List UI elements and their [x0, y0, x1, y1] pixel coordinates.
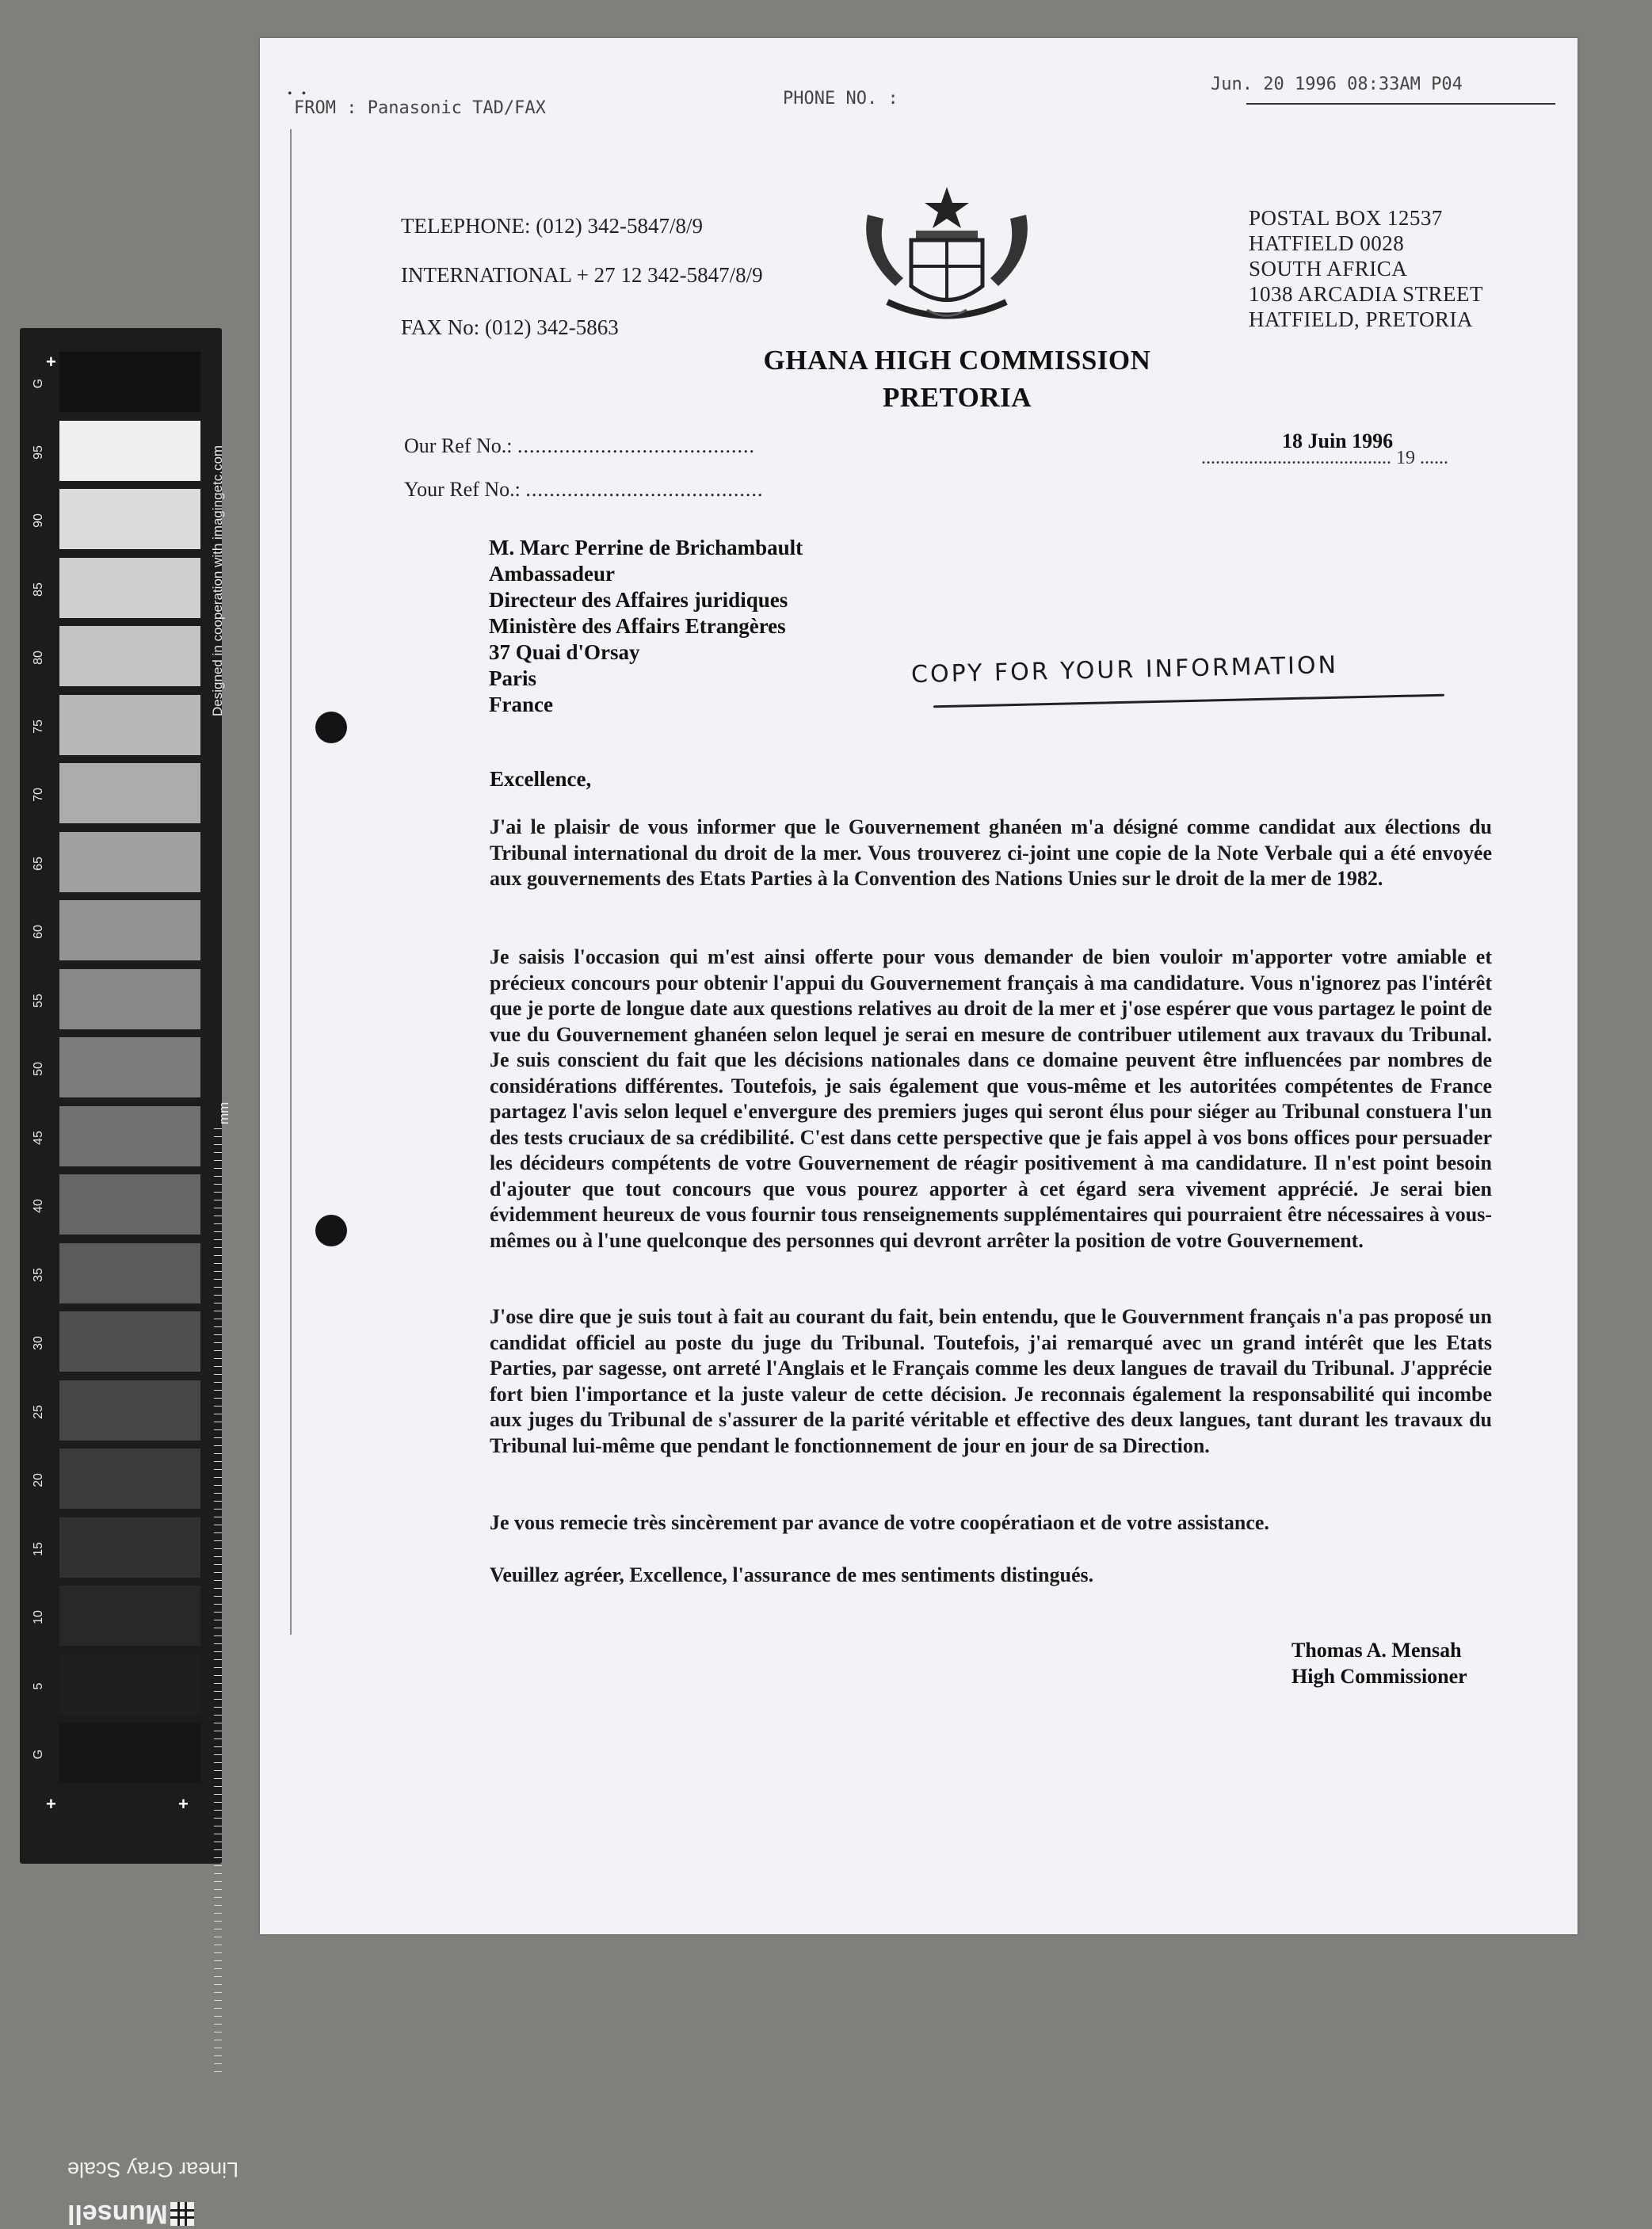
- gray-swatch: [59, 558, 200, 618]
- address-line: HATFIELD, PRETORIA: [1249, 307, 1474, 331]
- gray-swatch: [59, 969, 200, 1029]
- swatch-label: 55: [32, 993, 45, 1008]
- gray-swatch: [59, 832, 200, 892]
- swatch-label: 65: [32, 856, 45, 871]
- margin-line: [290, 129, 292, 1635]
- body-paragraph: J'ose dire que je suis tout à fait au courant du fait, bein entendu, que le Gouvernment français n'a pas proposé un candidat officiel au poste du juge du Tribunal. Toutefois, j'ai remarqué avec un grand intérêt que les Etats Parties, par sagesse, ont arreté l'Anglais et le Français comme les deux langues de travail du Tribunal. J'apprécie fort bien l'importance et la juste valeur de cette décision. Je reconnais également la responsabilité qui incombe aux juges du Tribunal de s'assurer de la parité véritable et effective des deux langues, tant durant les travaux du Tribunal lui-même que pendant le fonctionnement de jour en jour de sa Direction.: [490, 1305, 1492, 1457]
- gray-swatch: [59, 1723, 200, 1783]
- swatch-label: 95: [32, 445, 45, 460]
- letterhead-subtitle: PRETORIA: [882, 382, 1032, 413]
- swatch-label: 15: [32, 1541, 45, 1556]
- address-line: SOUTH AFRICA: [1249, 257, 1408, 281]
- punch-hole: [315, 712, 347, 743]
- gray-swatch: [59, 352, 200, 412]
- plus-mark: +: [178, 1794, 189, 1814]
- scale-title: Linear Gray Scale: [67, 2158, 239, 2181]
- swatch-label: 85: [32, 582, 45, 597]
- gray-swatch: [59, 1517, 200, 1578]
- gray-swatch: [59, 1586, 200, 1646]
- closing-line: Veuillez agréer, Excellence, l'assurance de mes sentiments distingués.: [490, 1563, 1094, 1586]
- recipient-line: Directeur des Affaires juridiques: [489, 588, 788, 612]
- plus-mark: +: [46, 1794, 56, 1814]
- recipient-line: M. Marc Perrine de Brichambault: [489, 536, 803, 559]
- gray-swatch: [59, 626, 200, 686]
- body-paragraph: Je saisis l'occasion qui m'est ainsi offerte pour vous demander de bien vouloir m'apporter votre amiable et précieux concours pour obtenir l'appui du Gouvernement français à ma candidature. Vous n'ignorez pas l'intérêt que je porte de longue date aux questions relatives au droit de la mer et j'ose espérer que vous partagez le point de vue du Gouvernement ghanéen selon lequel je serai en mesure de contribuer utilement aux travaux du Tribunal. Je suis conscient du fait que les décisions nationales dans ce domaine peuvent être influencées par nombres de considérations différentes. Toutefois, je sais également que vous-même et les autoritées compétentes de France partagez l'avis selon lequel e'envergure des premiers juges qui seront élus pour siéger au Tribunal constuera l'un des tests cruciaux de sa crédibilité. C'est dans cette perspective que je fais appel à vos bons offices pour persuader les décideurs compétents de votre Gouvernement de réagir positivement à ma candidature. Il n'est point besoin d'ajouter que tout concours que vous pourez apporter à cet égard sera vivement apprécié. Je serai bien évidemment heureux de vous fournir tous renseignements supplémentaires qui pourraient être nécessaires à vous-mêmes ou à l'une quelconque des personnes qui devront arrêter la position de votre Gouvernement.: [490, 945, 1492, 1252]
- address-line: 1038 ARCADIA STREET: [1249, 282, 1484, 306]
- date-dotted-line: ........................................ 19 ......: [1201, 448, 1448, 468]
- swatch-label: G: [32, 378, 45, 389]
- gray-swatch: [59, 1106, 200, 1166]
- fax-phone: PHONE NO. :: [783, 89, 898, 109]
- swatch-label: 40: [32, 1199, 45, 1213]
- fax-from: FROM : Panasonic TAD/FAX: [294, 98, 546, 118]
- munsell-logo-icon: [170, 2202, 194, 2226]
- gray-swatch: [59, 489, 200, 549]
- handwritten-annotation: COPY FOR YOUR INFORMATION: [910, 651, 1339, 689]
- punch-hole: [315, 1215, 347, 1246]
- gray-swatch: [59, 1243, 200, 1303]
- address-line: HATFIELD 0028: [1249, 231, 1405, 255]
- recipient-line: Ambassadeur: [489, 562, 616, 586]
- salutation: Excellence,: [490, 767, 592, 791]
- gray-swatch: [59, 421, 200, 481]
- gray-swatch: [59, 1380, 200, 1441]
- gray-swatch: [59, 1448, 200, 1509]
- fax-line: FAX No: (012) 342-5863: [401, 315, 619, 339]
- gray-swatch: [59, 1311, 200, 1372]
- recipient-line: Paris: [489, 666, 536, 690]
- telephone-line: TELEPHONE: (012) 342-5847/8/9: [401, 214, 703, 238]
- plus-mark: +: [46, 352, 56, 372]
- swatch-label: 90: [32, 513, 45, 528]
- signature-title: High Commissioner: [1291, 1665, 1467, 1688]
- recipient-line: Ministère des Affairs Etrangères: [489, 614, 786, 638]
- scale-unit: mm: [216, 1101, 231, 1124]
- swatch-label: 70: [32, 788, 45, 802]
- gray-swatch: [59, 763, 200, 823]
- our-ref-label: Our Ref No.:: [404, 434, 513, 457]
- our-ref: [404, 434, 755, 458]
- letter-page: [260, 38, 1578, 1934]
- swatch-label: 50: [32, 1062, 45, 1076]
- swatch-label: 80: [32, 651, 45, 665]
- recipient-line: France: [489, 693, 553, 716]
- swatch-label: 5: [32, 1682, 45, 1689]
- swatch-label: 25: [32, 1404, 45, 1419]
- fax-rule: [1246, 103, 1555, 105]
- international-line: INTERNATIONAL + 27 12 342-5847/8/9: [401, 263, 763, 287]
- swatch-label: 35: [32, 1267, 45, 1282]
- recipient-line: 37 Quai d'Orsay: [489, 640, 640, 664]
- scale-brand: Munsell: [67, 2199, 168, 2229]
- gray-swatch: [59, 1655, 200, 1715]
- swatch-label: G: [32, 1749, 45, 1760]
- gray-swatch: [59, 900, 200, 960]
- body-paragraph: Je vous remecie très sincèrement par avance de votre coopératiaon et de votre assistance.: [490, 1511, 1269, 1534]
- swatch-label: 20: [32, 1473, 45, 1487]
- letterhead-title: GHANA HIGH COMMISSION: [763, 345, 1151, 376]
- signature-name: Thomas A. Mensah: [1291, 1639, 1462, 1662]
- swatch-label: 45: [32, 1130, 45, 1145]
- your-ref-dots: ........................................: [525, 478, 764, 501]
- body-paragraph: J'ai le plaisir de vous informer que le Gouvernement ghanéen m'a désigné comme candidat aux élections du Tribunal international du droit de la mer. Vous trouverez ci-joint une copie de la Note Verbale qui a été envoyée aux gouvernements des Etats Parties à la Convention des Nations Unies sur le droit de la mer de 1982.: [490, 815, 1492, 890]
- annotation-underline: [933, 694, 1444, 708]
- fax-date: Jun. 20 1996 08:33AM P04: [1211, 74, 1463, 94]
- gray-scale-card: [20, 328, 239, 2229]
- fax-specks: • •: [288, 87, 310, 101]
- swatch-label: 10: [32, 1610, 45, 1624]
- gray-swatch: [59, 1174, 200, 1235]
- gray-swatch: [59, 1037, 200, 1097]
- mm-ruler: [214, 1128, 222, 2079]
- swatch-label: 30: [32, 1336, 45, 1350]
- letter-date: 18 Juin 1996: [1282, 429, 1394, 452]
- your-ref-label: Your Ref No.:: [404, 478, 521, 501]
- your-ref: [404, 478, 763, 502]
- swatch-label: 75: [32, 719, 45, 734]
- gray-swatch: [59, 695, 200, 755]
- coat-of-arms-icon: [856, 183, 1038, 334]
- swatch-label: 60: [32, 925, 45, 939]
- scale-credit: Designed in cooperation with imagingetc.com: [210, 445, 225, 716]
- our-ref-dots: ........................................: [517, 434, 755, 457]
- address-line: POSTAL BOX 12537: [1249, 206, 1443, 230]
